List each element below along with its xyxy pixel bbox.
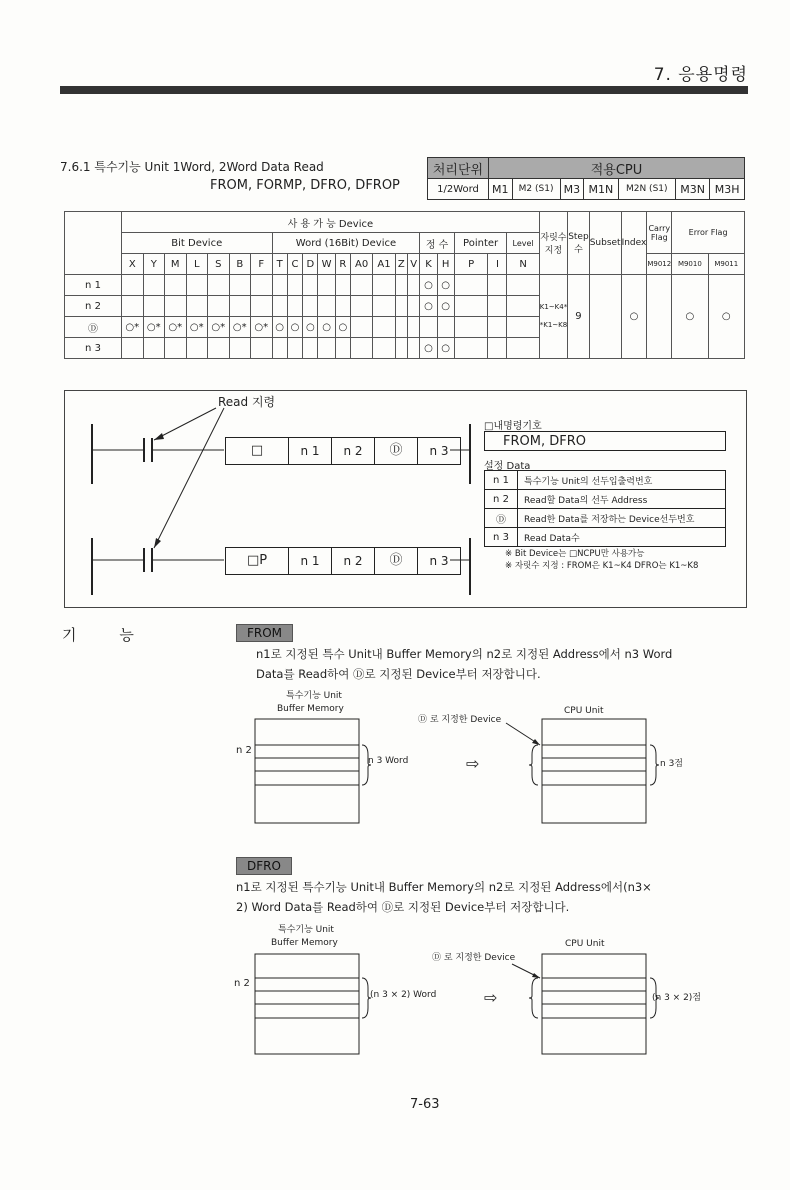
row-label: Ⓓ <box>65 317 122 338</box>
special-unit-label: 특수기능 Unit <box>286 691 342 701</box>
n3-points-label: n 3점 <box>660 759 683 769</box>
col-header: Y <box>143 254 165 275</box>
dfro-text-2: 2) Word Data를 Read하여 Ⓓ로 지정된 Device부터 저장합니다. <box>236 900 570 914</box>
table-corner <box>65 212 122 275</box>
instruction-symbol-label: □내명령기호 <box>484 421 542 432</box>
word-device-header: Word (16Bit) Device <box>272 233 420 254</box>
table-cell: ○ <box>420 275 437 296</box>
col-header: A0 <box>350 254 372 275</box>
flag-header: M9012 <box>647 254 672 275</box>
instr-cell: □ <box>226 438 289 464</box>
cpu-cell: M1 <box>489 179 513 200</box>
steps-header: Step수 <box>568 212 590 275</box>
instr-cell: n 3 <box>429 444 449 458</box>
instr-cell: n 2 <box>332 548 375 574</box>
from-memory-diagram <box>250 715 670 827</box>
col-header: D <box>303 254 318 275</box>
n3x2-word-label: (n 3 × 2) Word <box>370 990 437 1000</box>
bit-device-header: Bit Device <box>122 233 273 254</box>
cpu-table-unit: 1/2Word <box>428 179 489 200</box>
subset-header: Subset <box>589 212 621 275</box>
col-header: C <box>287 254 302 275</box>
digit-spec-cell <box>539 275 567 359</box>
table-cell: ○* <box>208 317 230 338</box>
n2-label: n 2 <box>236 745 252 756</box>
error-header: Error Flag <box>672 212 745 254</box>
arrow-icon: ⇨ <box>466 754 480 773</box>
col-header: H <box>437 254 454 275</box>
dfro-memory-diagram <box>250 950 670 1058</box>
pointer-header: Pointer <box>454 233 507 254</box>
digit-spec-d: *K1~K8 <box>539 321 568 329</box>
cpu-table-unit-header: 처리단위 <box>428 158 489 179</box>
buffer-memory-label: Buffer Memory <box>277 704 344 714</box>
setting-data-label: 설정 Data <box>484 461 531 472</box>
cpu-cell: M3N <box>675 179 710 200</box>
setting-value: 특수기능 Unit의 선두입출력번호 <box>518 471 726 490</box>
n3-word-label: n 3 Word <box>368 756 409 766</box>
error-cell: ○ <box>672 275 708 359</box>
col-header: W <box>318 254 335 275</box>
col-header: B <box>229 254 251 275</box>
col-header: K <box>420 254 437 275</box>
setting-data-table <box>484 470 726 547</box>
setting-value: Read할 Data의 선두 Address <box>518 490 726 509</box>
col-header: S <box>208 254 230 275</box>
carry-header: Carry Flag <box>647 212 672 254</box>
table-cell: ○ <box>335 317 350 338</box>
setting-key: n 2 <box>485 490 518 509</box>
note-bit-device: ※ Bit Device는 □NCPU만 사용가능 <box>505 549 645 559</box>
table-cell: ○ <box>437 338 454 359</box>
col-header: R <box>335 254 350 275</box>
carry-cell <box>647 275 672 359</box>
digit-spec-n2: K1~K4* <box>539 303 568 311</box>
subset-cell <box>589 275 621 359</box>
table-cell: ○ <box>287 317 302 338</box>
col-header: X <box>122 254 144 275</box>
col-header: N <box>507 254 539 275</box>
col-header: T <box>272 254 287 275</box>
col-header: F <box>251 254 273 275</box>
table-cell: ○ <box>272 317 287 338</box>
table-cell: ○* <box>143 317 165 338</box>
device-table-header: 사 용 가 능 Device <box>122 212 540 233</box>
col-header: L <box>186 254 208 275</box>
cpu-table <box>427 157 745 200</box>
index-header: Index <box>621 212 647 275</box>
cpu-unit-label: CPU Unit <box>564 706 604 716</box>
page-number: 7-63 <box>410 1097 440 1112</box>
instr-cell: n 1 <box>289 548 332 574</box>
col-header: A1 <box>373 254 395 275</box>
from-text-1: n1로 지정된 특수 Unit내 Buffer Memory의 n2로 지정된 Address에서 n3 Word <box>256 647 673 661</box>
instr-cell: □P <box>226 548 289 574</box>
table-cell: ○ <box>420 296 437 317</box>
col-header: Z <box>395 254 407 275</box>
instruction-symbol-value: FROM, DFRO <box>484 431 726 451</box>
table-cell: ○* <box>229 317 251 338</box>
table-cell: ○ <box>437 296 454 317</box>
ladder-instruction-2 <box>225 547 461 575</box>
from-tag: FROM <box>236 624 293 642</box>
flag-header: M9010 <box>672 254 708 275</box>
buffer-memory-label: Buffer Memory <box>271 938 338 948</box>
table-cell: ○ <box>437 275 454 296</box>
read-command-label: Read 지령 <box>218 395 276 409</box>
row-label: n 2 <box>65 296 122 317</box>
table-cell: ○* <box>122 317 144 338</box>
row-label: n 1 <box>65 275 122 296</box>
arrow-icon: ⇨ <box>484 988 498 1007</box>
device-pointer-label: Ⓓ 로 지정한 Device <box>432 953 516 963</box>
device-pointer-label: Ⓓ 로 지정한 Device <box>418 715 502 725</box>
setting-key: n 1 <box>485 471 518 490</box>
instr-cell: n 1 <box>289 438 332 464</box>
index-cell: ○ <box>621 275 647 359</box>
function-label: 기 능 <box>62 626 134 644</box>
setting-key: n 3 <box>485 528 518 547</box>
flag-header: M9011 <box>708 254 744 275</box>
table-cell: ○ <box>420 338 437 359</box>
cpu-cell: M2N (S1) <box>618 179 675 200</box>
instr-cell: Ⓓ <box>375 548 418 574</box>
row-label: n 3 <box>65 338 122 359</box>
table-cell: ○* <box>186 317 208 338</box>
table-cell: ○ <box>318 317 335 338</box>
setting-value: Read Data수 <box>518 528 726 547</box>
level-header: Level <box>507 233 539 254</box>
setting-key: Ⓓ <box>485 509 518 528</box>
header-rule <box>60 86 748 94</box>
chapter-title: 7. 응용명령 <box>653 65 748 85</box>
cpu-table-cpu-header: 적용CPU <box>489 158 745 179</box>
from-text-2: Data를 Read하여 Ⓓ로 지정된 Device부터 저장합니다. <box>256 667 541 681</box>
error-cell: ○ <box>708 275 744 359</box>
ladder-instruction-1 <box>225 437 461 465</box>
table-cell: ○ <box>303 317 318 338</box>
dfro-text-1: n1로 지정된 특수기능 Unit내 Buffer Memory의 n2로 지정된 Address에서(n3× <box>236 880 652 894</box>
col-header: M <box>165 254 187 275</box>
cpu-cell: M3H <box>710 179 745 200</box>
note-digit-spec: ※ 자릿수 지정 : FROM은 K1~K4 DFRO는 K1~K8 <box>505 561 699 571</box>
instr-cell: n 3 <box>429 554 449 568</box>
setting-value: Read한 Data를 저장하는 Device선두번호 <box>518 509 726 528</box>
step-count: 9 <box>568 275 590 359</box>
dfro-tag: DFRO <box>236 857 292 875</box>
device-table <box>64 211 745 359</box>
section-title: 7.6.1 특수기능 Unit 1Word, 2Word Data Read <box>60 160 324 174</box>
special-unit-label: 특수기능 Unit <box>278 925 334 935</box>
col-header: I <box>488 254 507 275</box>
cpu-unit-label: CPU Unit <box>565 939 605 949</box>
table-cell: ○* <box>165 317 187 338</box>
section-commands: FROM, FORMP, DFRO, DFROP <box>210 178 400 193</box>
instr-cell: Ⓓ <box>375 438 418 464</box>
digit-spec-header: 자릿수지정 <box>539 212 567 275</box>
instr-cell: n 2 <box>332 438 375 464</box>
cpu-cell: M2 (S1) <box>512 179 560 200</box>
n3x2-points-label: (n 3 × 2)점 <box>652 993 701 1003</box>
cpu-cell: M1N <box>584 179 619 200</box>
col-header: V <box>408 254 420 275</box>
constant-header: 정 수 <box>420 233 454 254</box>
col-header: P <box>454 254 488 275</box>
n2-label: n 2 <box>234 978 250 989</box>
cpu-cell: M3 <box>560 179 584 200</box>
table-cell: ○* <box>251 317 273 338</box>
